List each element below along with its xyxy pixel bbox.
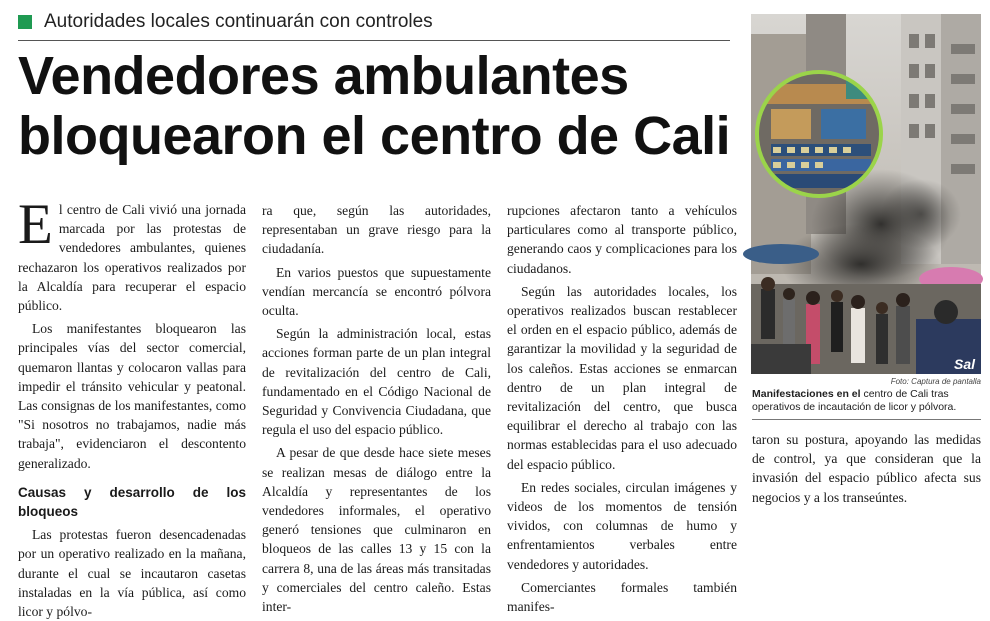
headline-line-1: Vendedores ambulantes (18, 46, 629, 106)
photo-caption (752, 388, 981, 414)
article-column-3 (507, 201, 737, 616)
caption-divider (752, 419, 981, 420)
section-subheading: Causas y desarrollo de los bloqueos (18, 484, 246, 520)
headline (18, 46, 733, 166)
drop-cap: E (18, 193, 53, 256)
article-column-1 (18, 193, 246, 621)
paragraph: Comerciantes formales también manifes- (507, 579, 737, 615)
paragraph: ra que, según las autoridades, representaban un grave riesgo para la ciudadanía. (262, 203, 491, 257)
paragraph: En varios puestos que supuestamente vendían mercancía se encontró pólvora oculta. (262, 264, 491, 319)
kicker-text: Autoridades locales continuarán con controles (44, 11, 433, 32)
sign-text: Sal (954, 356, 976, 372)
caption-lead: Manifestaciones en el (752, 388, 861, 400)
article-column-2 (262, 201, 491, 616)
paragraph: taron su postura, apoyando las medidas de control, ya que consideran que la invasión del espacio público afecta sus negocios y a los transeúntes. (752, 432, 981, 505)
paragraph: Los manifestantes bloquearon las principales vías del sector comercial, quemaron llantas y colocaron vallas para impedir el tránsito vehicular y peatonal. Las consignas de los manifestantes, como "Si nosotros no trabajamos, nadie más trabaja", evidenciaron el descontento generalizado. (18, 321, 246, 471)
paragraph: Según las autoridades locales, los operativos realizados buscan restablecer el orden en el espacio público, además de garantizar la movilidad y la seguridad de los caleños. Estas acciones se enmarcan dentro de un plan integral de revitalización del centro, que busca equilibrar el derecho al trabajo con las normas establecidas para el uso adecuado del espacio público. (507, 283, 737, 472)
news-photo (751, 14, 981, 374)
headline-line-2: bloquearon el centro de Cali (18, 106, 731, 166)
paragraph: Las protestas fueron desencadenadas por un operativo realizado en la mañana, durante el cual se incautaron casetas instaladas en la vía pública, así como licor y pólvo- (18, 527, 246, 620)
paragraph: En redes sociales, circulan imágenes y videos de los momentos de tensión vividos, con columnas de humo y enfrentamientos verbales entre vendedores y autoridades. (507, 479, 737, 572)
paragraph: Según la administración local, estas acciones forman parte de un plan integral de revitalización del centro de Cali, fundamentado en el Código Nacional de Seguridad y Convivencia Ciudadana, que regula el uso del espacio público. (262, 326, 491, 438)
photo-credit: Foto: Captura de pantalla (890, 377, 981, 386)
kicker-square-icon (18, 15, 32, 29)
paragraph: l centro de Cali vivió una jornada marcada por las protestas de vendedores ambulantes, quienes rechazaron los operativos realizados por la Alcaldía para recuperar el espacio público. (18, 202, 246, 314)
street-protest-photo-icon (751, 14, 981, 374)
paragraph: rupciones afectaron tanto a vehículos particulares como al transporte público, generando caos y complicaciones para los ciudadanos. (507, 203, 737, 276)
kicker-divider (18, 40, 730, 41)
kicker (18, 10, 433, 34)
article-column-4 (752, 430, 981, 507)
paragraph: A pesar de que desde hace siete meses se realizan mesas de diálogo entre la Alcaldía y representantes de los vendedores informales, el operativo generó tensiones que culminaron en bloqueos de las calles 13 y 15 con la carrera 8, una de las áreas más transitadas y comerciales del centro caleño. Estas inter- (262, 445, 491, 615)
caption-text: centro de Cali tras operativos de incautación de licor y pólvora. (752, 388, 957, 413)
